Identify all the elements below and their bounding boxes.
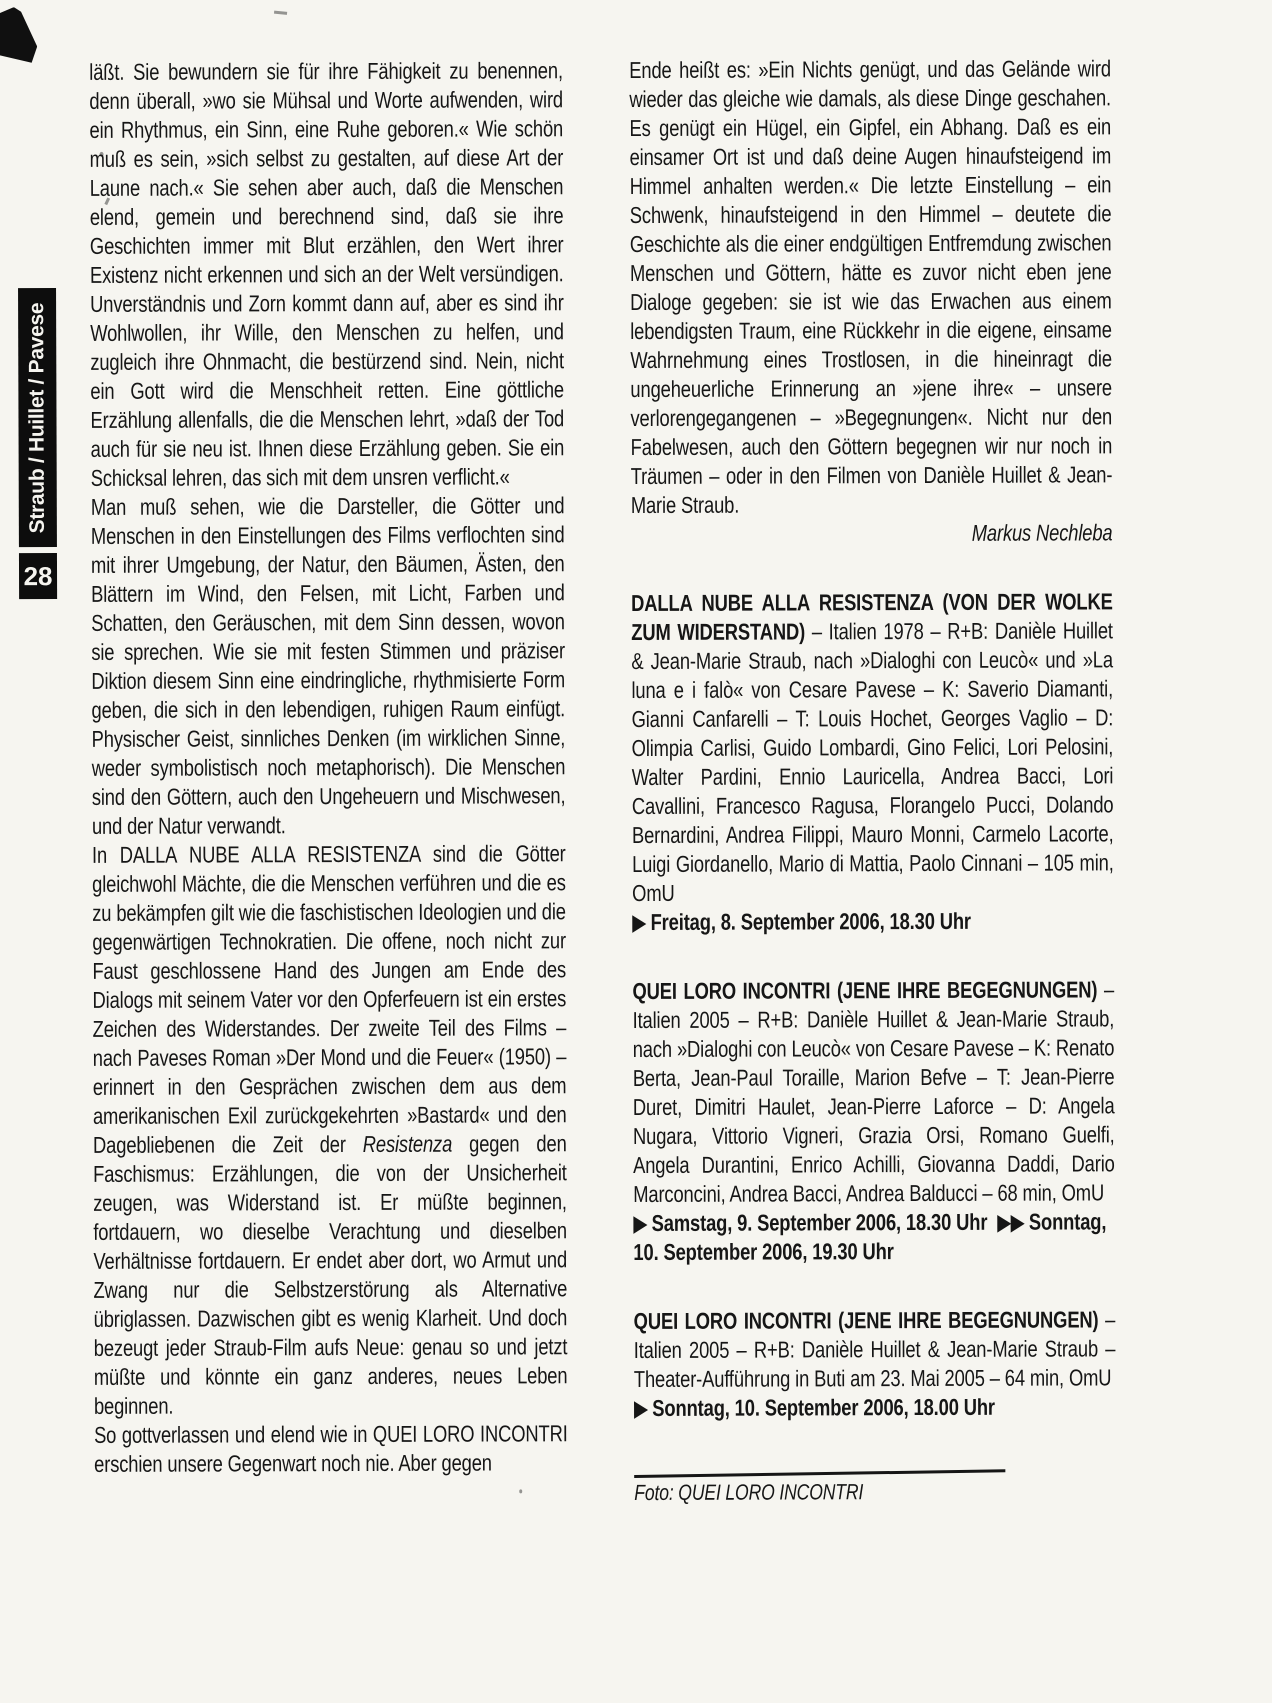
film-details: – Italien 2005 – R+B: Danièle Huillet & Jean-Marie Straub – Theater-Aufführung in Buti am 23. Mai 2005 – 64 min, OmU: [633, 1306, 1116, 1393]
paragraph: Ende heißt es: »Ein Nichts genügt, und das Gelände wird wieder das gleiche wie damals, als diese Dinge geschahen. Es genügt ein Hügel, ein Gipfel, ein Abhang. Daß es ein einsamer Ort ist und daß deine Augen hinaufsteigend im Himmel anhalten werden.« Die letzte Einstellung – ein Schwenk, hinaufsteigend in den Himmel – deutete die Geschichte als die einer endgültigen Entfremdung zwischen Menschen und Göttern, hätte es zuvor nicht eben jene Dialoge gegeben: sie ist wie das Erwachen aus einem lebendigsten Traum, eine Rückkehr in die eigene, einsame Wahrnehmung eines Trostlosen, in die hineinragt die ungeheuerliche Erinnerung an »jene ihre« – unsere verlorengegangenen – »Begegnungen«. Nicht nur den Fabelwesen, auch den Göttern begegnen wir nur noch in Träumen – oder in den Filmen von Danièle Huillet & Jean-Marie Straub.: [629, 55, 1113, 519]
screening-date: Sonntag, 10. September 2006, 18.00 Uhr: [652, 1393, 995, 1421]
double-play-triangle-icon: ▶▶: [997, 1208, 1024, 1235]
film-details: – Italien 1978 – R+B: Danièle Huillet & Jean-Marie Straub, nach »Dialoghi con Leucò« und »La luna e i falò« von Cesare Pavese – K: Saverio Diamanti, Gianni Canfarelli – T: Louis Hochet, Georges Vaglio – D: Olimpia Carlisi, Guido Lombardi, Gino Felici, Lori Pelosini, Walter Pardini, Ennio Lauricella, Andrea Bacci, Lori Cavallini, Francesco Ragusa, Florangelo Pucci, Dolando Bernardini, Andrea Filippi, Mauro Monni, Carmelo Lacorte, Luigi Giordanello, Mario di Mattia, Paolo Cinnani – 105 min, OmU: [631, 617, 1114, 907]
italic-term: Resistenza: [362, 1130, 453, 1157]
film-entry: [632, 975, 1115, 1267]
page-number-tab: [19, 553, 57, 599]
paragraph: Man muß sehen, wie die Darsteller, die Götter und Menschen in den Einstellungen des Films verflochten sind mit ihrer Umgebung, der Natur, den Bäumen, Ästen, den Blättern im Wind, den Felsen, mit Licht, Farben und Schatten, den Geräuschen, mit dem Sinn dessen, wovon sie sprechen. Wie sie mit festen Stimmen und präziser Diktion diesem Sinn eine eindringliche, rhythmisierte Form geben, die sich in den lebendigen, ruhigen Raum einfügt. Physischer Geist, sinnliches Denken (im wirklichen Sinne, weder symbolistisch noch metaphorisch). Die Menschen sind den Göttern, auch den Ungeheuern und Mischwesen, und der Natur verwandt.: [90, 492, 566, 839]
film-entry: [634, 1305, 1116, 1423]
screening-date: Samstag, 9. September 2006, 18.30 Uhr: [651, 1208, 988, 1236]
film-entry: [631, 587, 1114, 937]
section-label: Straub / Huillet / Pavese: [25, 302, 49, 533]
paragraph: [92, 839, 568, 1421]
paragraph-text: gegen den Faschismus: Erzählungen, die von der Unsicherheit zeugen, was Widerstand ist. Er müßte beginnen, fortdauern, wo dieselbe Verachtung und dieselben Verhältnisse fortdauern. Er endet aber dort, wo Armut und Zwang nur die Selbstzerstörung als Alternative übriglassen. Dazwischen gibt es wenig Klarheit. Und doch bezeugt jeder Straub-Film aufs Neue: genau so und jetzt müßte und könnte ein ganz anderes, neues Leben beginnen.: [93, 1130, 568, 1419]
screening-dates: [634, 1392, 1116, 1423]
scan-speck: [519, 1489, 522, 1493]
left-text-column: [89, 56, 568, 1479]
play-triangle-icon: ▶: [633, 1209, 647, 1237]
paragraph-text: In DALLA NUBE ALLA RESISTENZA sind die Götter gleichwohl Mächte, die die Menschen verführen und die es zu bekämpfen gilt wie die faschistischen Ideologien und die gegenwärtigen Technokratien. Die offene, noch nicht zur Faust geschlossene Hand des Jungen am Ende des Dialogs mit seinem Vater vor den Opferfeuern ist ein erstes Zeichen des Widerstandes. Der zweite Teil des Films – nach Paveses Roman »Der Mond und die Feuer« (1950) – erinnert in den Gesprächen zwischen dem aus dem amerikanischen Exil zurückgekehrten »Bastard« und den Dagebliebenen die Zeit der: [91, 840, 567, 1158]
screening-dates: [632, 906, 1114, 937]
author-byline: Markus Nechleba: [971, 519, 1113, 546]
screening-dates: [633, 1207, 1115, 1267]
film-credits: [634, 1305, 1116, 1394]
screening-date: Freitag, 8. September 2006, 18.30 Uhr: [650, 907, 971, 935]
screening-date: Sonntag, 10. September 2006, 19.30 Uhr: [633, 1208, 1107, 1266]
section-tab: [18, 288, 57, 547]
film-credits: [632, 975, 1114, 1209]
photo-caption: Foto: QUEI LORO INCONTRI: [634, 1479, 864, 1506]
film-title: DALLA NUBE ALLA RESISTENZA (VON DER WOLKE ZUM WIDERSTAND): [631, 588, 1113, 646]
play-triangle-icon: ▶: [633, 1394, 648, 1422]
paragraph: läßt. Sie bewundern sie für ihre Fähigkeit zu benennen, denn überall, »wo sie Mühsal und Worte aufwenden, wird ein Rhythmus, ein Sinn, eine Ruhe geboren.« Wie schön muß es sein, »sich selbst zu gestalten, auf diese Art der Laune nach.« Sie sehen aber auch, daß die Menschen elend, gemein und berechnend sind, daß sie ihre Geschichten immer mit Blut erzählen, den Wert ihrer Existenz nicht erkennen und sich an der Welt versündigen. Unverständnis und Zorn kommt dann auf, aber es sind ihr Wohlwollen, ihr Wille, den Menschen zu helfen, und zugleich ihre Ohnmacht, die bestürzend sind. Nein, nicht ein Gott wird die Menschheit retten. Eine göttliche Erzählung allenfalls, die die Menschen lehrt, »daß der Tod auch für sie neu ist. Ihnen diese Erzählung geben. Sie ein Schicksal lehren, das sich mit dem unsren verflicht.«: [89, 57, 565, 491]
film-details: – Italien 2005 – R+B: Danièle Huillet & Jean-Marie Straub, nach »Dialoghi con Leucò« von Cesare Pavese – K: Renato Berta, Jean-Paul Toraille, Marion Befve – T: Jean-Pierre Duret, Dimitri Haulet, Jean-Pierre Laforce – D: Angela Nugara, Vittorio Vigneri, Grazia Orsi, Romano Guelfi, Angela Durantini, Enrico Achilli, Giovanna Daddi, Dario Marconcini, Andrea Bacci, Andrea Balducci – 68 min, OmU: [632, 976, 1115, 1208]
film-credits: [631, 587, 1114, 908]
right-text-column: [629, 54, 1116, 1507]
scan-speck: [274, 11, 287, 15]
film-title: QUEI LORO INCONTRI (JENE IHRE BEGEGNUNGEN): [632, 976, 1098, 1005]
play-triangle-icon: ▶: [632, 908, 646, 936]
paragraph: So gottverlassen und elend wie in QUEI LORO INCONTRI erschien unsere Gegenwart noch nie. Aber gegen: [93, 1420, 568, 1477]
page-corner-fold-artifact: [0, 7, 37, 65]
page-number: 28: [23, 560, 53, 591]
film-title: QUEI LORO INCONTRI (JENE IHRE BEGEGNUNGEN): [633, 1306, 1099, 1335]
